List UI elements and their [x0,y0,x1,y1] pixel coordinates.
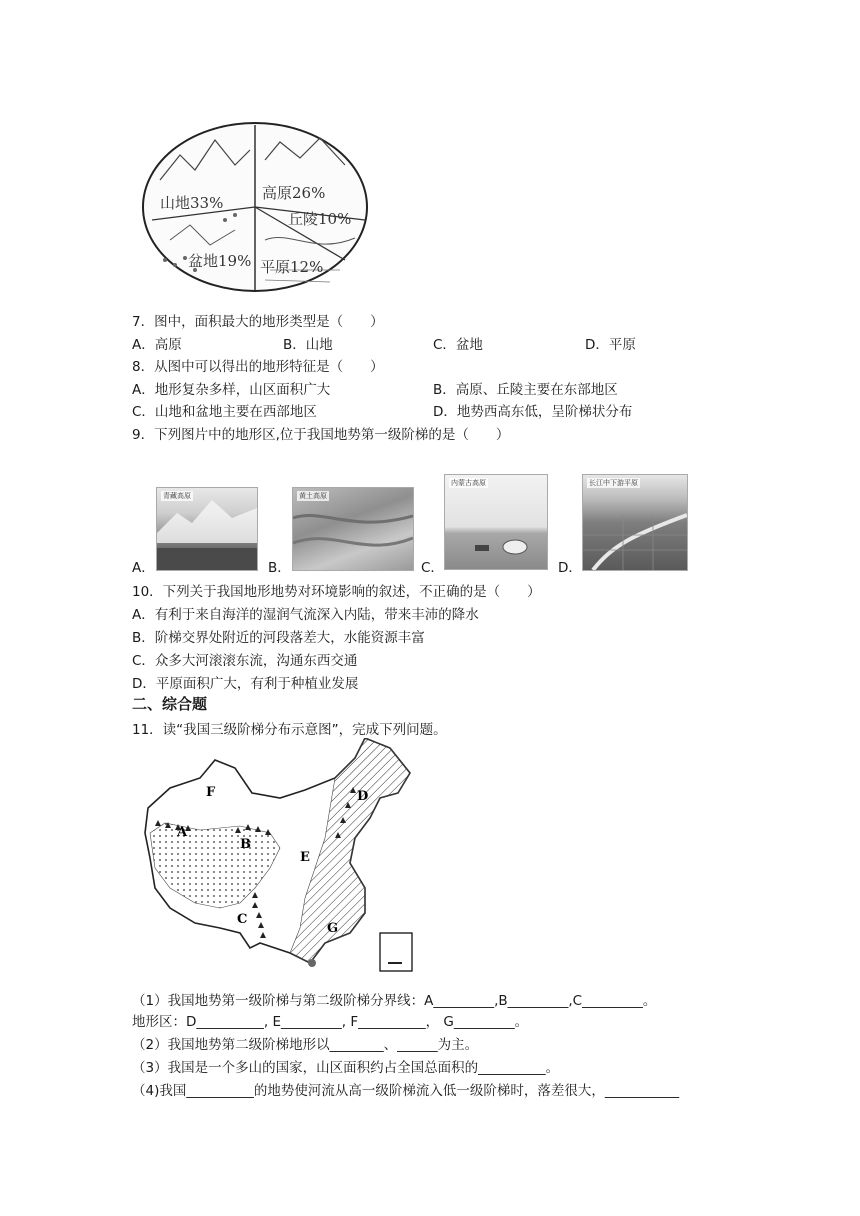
q7-option-a[interactable]: A．高原 [132,337,182,353]
q7-stem: 7．图中，面积最大的地形类型是（ ） [132,314,384,330]
landform-pie-figure [140,120,370,295]
q10-option-b[interactable]: B．阶梯交界处附近的河段落差大，水能资源丰富 [132,630,425,646]
q8-option-b[interactable]: B．高原、丘陵主要在东部地区 [433,382,618,398]
loess-plateau-photo[interactable] [292,487,414,571]
q8-stem: 8．从图中可以得出的地形特征是（ ） [132,359,384,375]
q11-sub3[interactable]: （3）我国是一个多山的国家，山区面积约占全国总面积的__________。 [132,1060,560,1076]
map-label-e: E [300,850,310,865]
map-label-b: B [240,837,251,852]
q10-option-a[interactable]: A．有利于来自海洋的湿润气流深入内陆，带来丰沛的降水 [132,607,479,623]
q11-sub4[interactable]: （4)我国__________的地势使河流从高一级阶梯流入低一级阶梯时，落差很大，___________ [132,1083,680,1099]
map-label-a: A [177,825,188,840]
q8-option-c[interactable]: C．山地和盆地主要在西部地区 [132,404,317,420]
yangtze-plain-photo[interactable] [582,474,688,571]
q7-option-c[interactable]: C．盆地 [433,337,483,353]
q7-option-b[interactable]: B．山地 [283,337,333,353]
q11-sub2[interactable]: （2）我国地势第二级阶梯地形以________、______为主。 [132,1037,479,1053]
photo-caption: 青藏高原 [163,492,191,500]
q10-stem: 10．下列关于我国地形地势对环境影响的叙述，不正确的是（ ） [132,584,541,600]
photo-caption: 内蒙古高原 [451,479,486,487]
pie-label-hills: 丘陵10% [288,210,352,228]
photo-caption: 黄土高原 [299,492,327,500]
pie-label-plateau: 高原26% [262,184,326,202]
map-label-d: D [357,789,369,804]
q9-option-c-letter[interactable]: C． [421,560,444,576]
q7-option-d[interactable]: D．平原 [585,337,636,353]
pie-label-mountain: 山地33% [160,194,224,212]
q11-sub1-regions[interactable]: 地形区：D__________, E_________, F__________， G_________。 [132,1014,529,1030]
pie-label-basin: 盆地19% [188,252,252,270]
section-heading: 二、综合题 [132,695,208,713]
q9-stem: 9．下列图片中的地形区,位于我国地势第一级阶梯的是（ ） [132,427,510,443]
q9-option-d-letter[interactable]: D． [558,560,582,576]
q8-option-d[interactable]: D．地势西高东低，呈阶梯状分布 [433,404,633,420]
q9-option-b-letter[interactable]: B． [268,560,291,576]
inner-mongolia-plateau-photo[interactable] [444,474,548,570]
qinghai-tibet-plateau-photo[interactable] [156,487,258,571]
q10-option-c[interactable]: C．众多大河滚滚东流，沟通东西交通 [132,653,358,669]
map-label-c: C [237,912,248,927]
map-label-g: G [327,921,339,936]
q11-sub1-boundaries[interactable]: （1）我国地势第一级阶梯与第二级阶梯分界线：A_________,B_________,C_________。 [132,993,657,1009]
photo-caption: 长江中下游平原 [589,479,638,487]
map-label-f: F [206,785,216,800]
q9-option-a-letter[interactable]: A． [132,560,155,576]
china-terrain-steps-map [140,738,420,976]
q10-option-d[interactable]: D．平原面积广大，有利于种植业发展 [132,676,359,692]
q8-option-a[interactable]: A．地形复杂多样，山区面积广大 [132,382,331,398]
pie-label-plain: 平原12% [260,258,324,276]
q11-stem: 11．读“我国三级阶梯分布示意图”，完成下列问题。 [132,722,447,738]
